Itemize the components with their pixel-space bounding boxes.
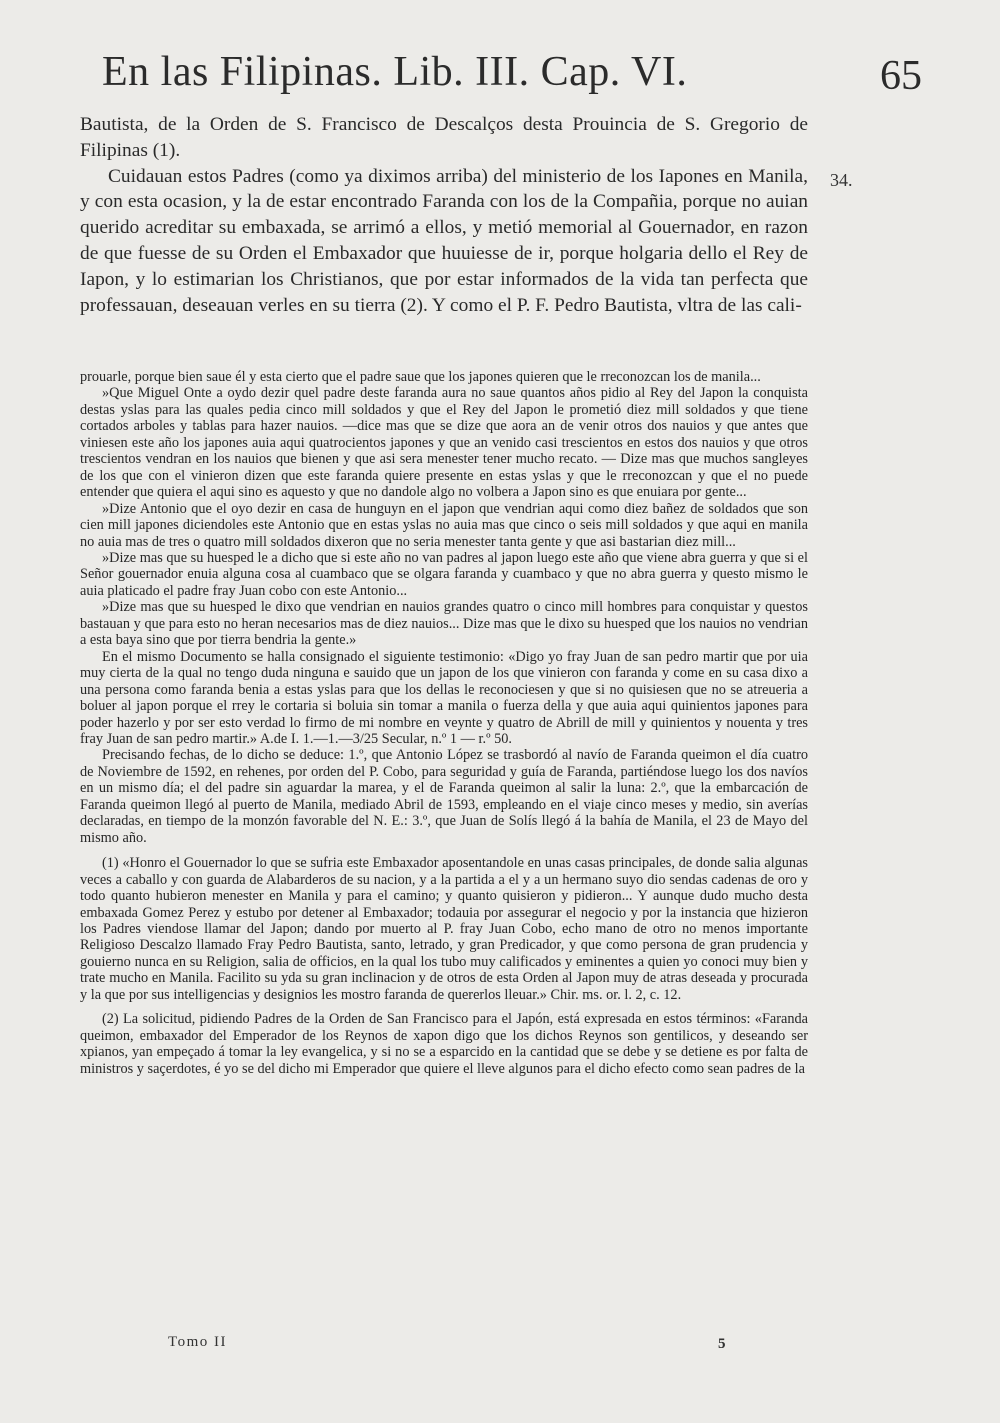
- note-paragraph: »Dize mas que su huesped le a dicho que si este año no van padres al japon luego este año que viene abra guerra y que si el Señor gouernador enuia alguna cosa al cuambaco que se olgara faranda y cuambaco y que no abra guerra y questo mismo le auia platicado el padre fray Juan cobo con este Antonio...: [80, 549, 808, 599]
- note-paragraph: »Dize mas que su huesped le dixo que vendrian en nauios grandes quatro o cinco mill hombres para conquistar y questos bastauan y que para esto no heran necesarios mas de diez nauios... Dize mas que le dixo su huesped que los nauios no vendrian a esta baya sino que por tierra bendria la gente.»: [80, 599, 808, 649]
- note-paragraph: »Que Miguel Onte a oydo dezir quel padre deste faranda aura no saue quantos años pidio al Rey del Japon la conquista destas yslas para las quales pedia cinco mill soldados y que el Rey del Japon le prometió diez mill soldados y que tiene cortados arboles y tablas para hazer nauios. —dice mas que se dize que aora an de venir otros dos nauios y que antes que viniesen este año los japones auia aqui quatrocientos japones y que an venido casi trescientos en estos dos nauios y que otros trescientos vendran en los nauios que bienen y que asi sera menester tener mucho recato. — Dize mas que muchos sangleyes de los que con el vinieron dizen que este faranda quiere presente en estas yslas y que le rreconozcan y que el no puede entender que quiera el aqui sino es aquesto y que no dandole algo no volbera a Japon sino es que enuiara por gente...: [80, 385, 808, 501]
- note-paragraph: prouarle, porque bien saue él y esta cierto que el padre saue que los japones quieren que le rreconozcan los de manila...: [80, 369, 761, 385]
- note-paragraph: »Dize Antonio que el oyo dezir en casa de hunguyn en el japon que vendrian aqui como diez bañez de soldados que son cien mill japones diciendoles este Antonio que en estas yslas no auia mas que cinco o seis mill soldados y que aqui en manila no auia mas de tres o quatro mill soldados dixeron que no seria menester tanta gente y que asi bastarian diez mill...: [80, 500, 808, 550]
- main-text-block: [80, 112, 808, 318]
- main-paragraph: Bautista, de la Orden de S. Francisco de Descalços desta Prouincia de S. Gregorio de Filipinas (1).: [80, 114, 808, 161]
- footnote-2: (2) La solicitud, pidiendo Padres de la Orden de San Francisco para el Japón, está expresada en estos términos: «Faranda queimon, embaxador del Emperador de los Reynos de xapon digo que los dichos Reynos son gentilicos, y deseando ser xpianos, yan empeçado á tomar la ley evangelica, y si no se a esparcido en la cantidad que se debe y se detiene es por falta de ministros y saçerdotes, é yo se del dicho mi Emperador que quiere el lleve algunos para el dicho efecto como sean padres de la: [80, 1011, 808, 1077]
- page-number: 65: [880, 53, 922, 99]
- notes-block: [80, 369, 808, 1077]
- volume-label: Tomo II: [168, 1334, 228, 1350]
- signature-mark: 5: [718, 1336, 726, 1352]
- running-title: En las Filipinas. Lib. III. Cap. VI.: [102, 49, 688, 95]
- footnote-1: (1) «Honro el Gouernador lo que se sufria este Embaxador aposentandole en unas casas principales, de donde salia algunas veces a caballo y con guarda de Alabarderos de su nacion, y a la partida a el y a un hermano suyo dio sendas cadenas de oro y todo quanto hubieron menester en Manila y para el camino; y quanto quisieron y pidieron... Y aunque dudo mucho desta embaxada Gomez Perez y estubo por detener al Embaxador; todauia por assegurar el negocio y por la instancia que hizieron los Padres viendose llamar del Japon; dando por muerto al P. fray Juan Cobo, echo mano de otro no menos importante Religioso Descalzo llamado Fray Pedro Bautista, santo, letrado, y gran Predicador, y que como persona de gran prudencia y gouierno nunca en su Religion, salia de officios, en la qual los tubo muy calificados y eminentes a quien yo conoci muy bien y trate mucho en Manila. Facilito su yda su gran inclinacion y de otros de esta Orden al Japon muy de atras deseada y procurada y la que por sus intelligencias y designios les mostro faranda de quererlos lleuar.» Chir. ms. or. l. 2, c. 12.: [80, 855, 808, 1003]
- note-paragraph: En el mismo Documento se halla consignado el siguiente testimonio: «Digo yo fray Juan de san pedro martir que por uia muy cierta de la qual no tengo duda ninguna e sauido que un japon de los que vinieron con faranda y come en su casa dixo a una persona como faranda benia a estas yslas para que los dellas le reconociesen y que si no quisiesen que no se atreueria a boluer al japon porque el rrey le cortaria si boluia sin tomar a manila o fuerza della y que auia aqui quinientos japones para poder hazerlo y por ser esto verdad lo firmo de mi nombre en veynte y quatro de Abrill de mill y quinientos y nouenta y tres fray Juan de san pedro martir.» A.de I. 1.—1.—3/25 Secular, n.º 1 — r.º 50.: [80, 648, 808, 747]
- margin-note: 34.: [830, 170, 853, 190]
- main-paragraph: Cuidauan estos Padres (como ya diximos arriba) del ministerio de los Iapones en Manila, y con esta ocasion, y la de estar encontrado Faranda con los de la Compañia, porque no auian querido acreditar su embaxada, se arrimó a ellos, y metió memorial al Gouernador, en razon de que fuesse de su Orden el Embaxador que huuiesse de ir, porque holgaria dello el Rey de Iapon, y lo estimarian los Christianos, que por estar informados de la vida tan perfecta que professauan, deseauan verles en su tierra (2). Y como el P. F. Pedro Bautista, vltra de las cali-: [80, 165, 808, 316]
- note-paragraph: Precisando fechas, de lo dicho se deduce: 1.º, que Antonio López se trasbordó al navío de Faranda queimon el día cuatro de Noviembre de 1592, en rehenes, por orden del P. Cobo, para seguridad y guía de Faranda, partiéndose luego los dos navíos en un mismo día; el del padre sin aguardar la marea, y el de Faranda queimon al salir la luna: 2.º, que la embarcación de Faranda queimon llegó al puerto de Manila, mediado Abril de 1593, empleando en el viaje cinco meses y medio, sin averías declaradas, en tiempo de la monzón favorable del N. E.: 3.º, que Juan de Solís llegó á la bahía de Manila, el 23 de Mayo del mismo año.: [80, 747, 808, 846]
